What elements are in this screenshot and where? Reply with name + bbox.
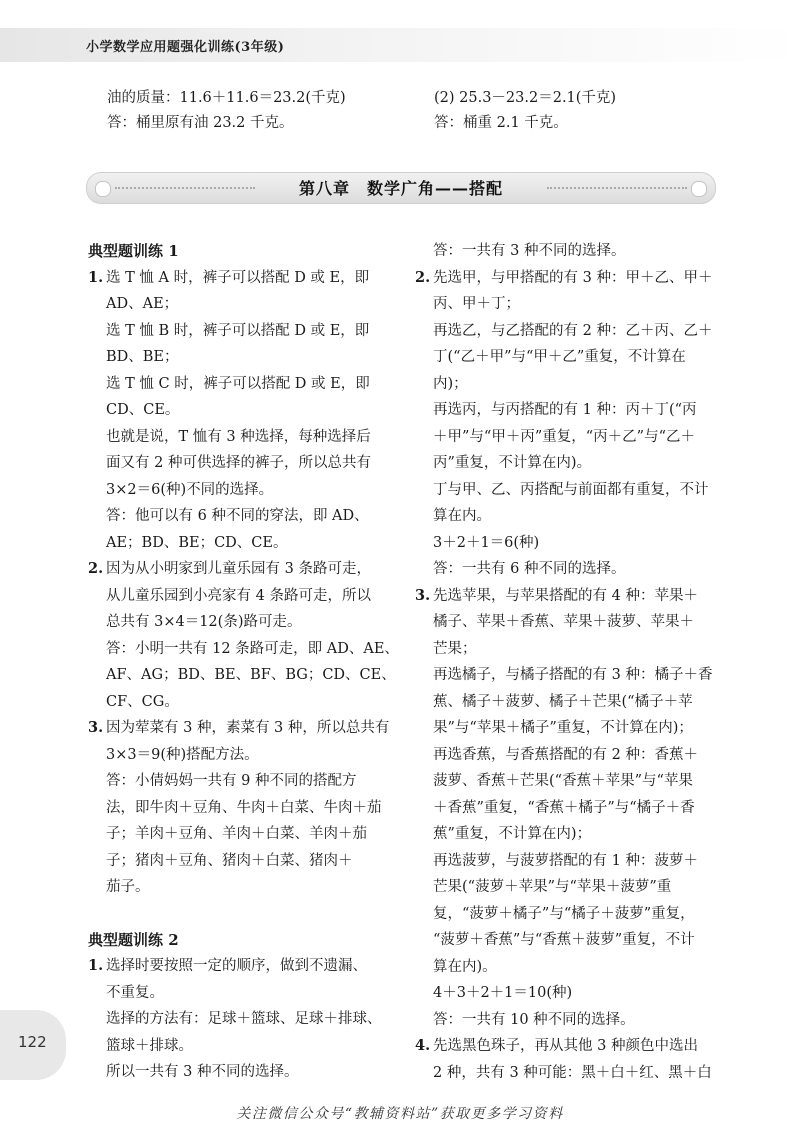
section-heading: 典型题训练 1 — [88, 242, 179, 260]
text-line: 内)； — [433, 375, 468, 392]
text-line: 选择的方法有：足球＋篮球、足球＋排球、 — [106, 1011, 382, 1027]
running-header-title: 小学数学应用题强化训练(3年级) — [86, 40, 285, 55]
text-line: 丙”重复，不计算在内)。 — [433, 455, 592, 471]
text-line: 再选橘子，与橘子搭配的有 3 种：橘子＋香 — [433, 667, 713, 683]
text-line: 蕉”重复，不计算在内)； — [433, 826, 592, 842]
text-line: 子；羊肉＋豆角、羊肉＋白菜、羊肉＋茄 — [106, 826, 367, 842]
section-gap — [88, 901, 394, 927]
answer-item — [88, 265, 394, 557]
text-line: 茄子。 — [106, 879, 150, 895]
text-line: AE；BD、BE；CD、CE。 — [106, 534, 288, 551]
page-number: 122 — [18, 1033, 47, 1051]
text-line: “菠萝＋香蕉”与“香蕉＋菠萝”重复，不计 — [433, 932, 695, 948]
text-line: AD、AE； — [106, 296, 179, 312]
continued-answer-right — [434, 86, 734, 136]
text-line: 选 T 恤 A 时，裤子可以搭配 D 或 E，即 — [106, 269, 370, 286]
text-line: 2 种，共有 3 种可能：黑＋白＋红、黑＋白 — [433, 1064, 712, 1081]
text-line: ＋香蕉”重复，“香蕉＋橘子”与“橘子＋香 — [433, 799, 695, 816]
text-line: 再选菠萝，与菠萝搭配的有 1 种：菠萝＋ — [433, 852, 698, 869]
text-line: 果”与“苹果＋橘子”重复，不计算在内)； — [433, 720, 693, 736]
text-line: 丁(“乙＋甲”与“甲＋乙”重复，不计算在 — [433, 349, 686, 365]
text-line: 因为荤菜有 3 种，素菜有 3 种，所以总共有 — [106, 720, 390, 736]
banner-right-dots — [547, 187, 687, 189]
text-line: 油的质量：11.6＋11.6＝23.2(千克) — [107, 90, 346, 106]
text-line: ＋甲”与“甲＋丙”重复，“丙＋乙”与“乙＋ — [433, 428, 695, 445]
text-line: 答：他可以有 6 种不同的穿法，即 AD、 — [106, 508, 369, 524]
item-number: 3. — [88, 719, 104, 736]
chapter-banner — [86, 172, 716, 204]
answer-item — [415, 583, 721, 1034]
item-number: 3. — [415, 586, 431, 604]
text-line: 答：小明一共有 12 条路可走，即 AD、AE、 — [106, 640, 399, 657]
text-line: CF、CG。 — [106, 693, 179, 710]
text-line: 橘子、苹果＋香蕉、苹果＋菠萝、苹果＋ — [433, 614, 694, 630]
text-line: 再选香蕉，与香蕉搭配的有 2 种：香蕉＋ — [433, 746, 698, 763]
text-line: 不重复。 — [106, 984, 164, 1001]
item-body — [106, 715, 394, 901]
text-line: 再选丙，与丙搭配的有 1 种：丙＋丁(“丙 — [433, 402, 697, 418]
text-line: 3＋2＋1＝6(种) — [433, 534, 540, 551]
item-number: 4. — [415, 1037, 431, 1054]
text-line: 子；猪肉＋豆角、猪肉＋白菜、猪肉＋ — [106, 852, 353, 869]
text-line: 面又有 2 种可供选择的裤子，所以总共有 — [106, 455, 371, 471]
answer-item — [88, 953, 394, 1086]
text-line: 选择时要按照一定的顺序，做到不遗漏、 — [106, 958, 367, 974]
section-heading: 典型题训练 2 — [88, 930, 179, 949]
text-line: 复，“菠萝＋橘子”与“橘子＋菠萝”重复， — [433, 905, 695, 922]
item-number: 2. — [415, 268, 431, 286]
text-line: 蕉、橘子＋菠萝、橘子＋芒果(“橘子＋苹 — [433, 693, 693, 710]
text-line: 算在内)。 — [433, 958, 497, 975]
left-column — [88, 238, 399, 1086]
text-line: 先选黑色珠子，再从其他 3 种颜色中选出 — [433, 1038, 698, 1054]
text-line: 选 T 恤 B 时，裤子可以搭配 D 或 E，即 — [106, 322, 370, 339]
text-line: CD、CE。 — [106, 402, 180, 418]
answer-item — [415, 1033, 721, 1086]
text-line: 答：一共有 6 种不同的选择。 — [433, 561, 626, 577]
text-line: 4＋3＋2＋1＝10(种) — [433, 985, 573, 1001]
text-line: 选 T 恤 C 时，裤子可以搭配 D 或 E，即 — [106, 375, 370, 392]
footer-note: 关注微信公众号“教辅资料站”获取更多学习资料 — [236, 1106, 564, 1122]
item-body — [106, 265, 394, 557]
item-body — [433, 265, 721, 583]
text-line: 答：桶重 2.1 千克。 — [434, 115, 568, 131]
item-number: 1. — [88, 957, 104, 974]
text-line: 答：桶里原有油 23.2 千克。 — [107, 115, 294, 131]
text-line: 芒果(“菠萝＋苹果”与“苹果＋菠萝”重 — [433, 879, 672, 895]
text-line: 菠萝、香蕉＋芒果(“香蕉＋苹果”与“苹果 — [433, 773, 693, 789]
text-line: 所以一共有 3 种不同的选择。 — [106, 1064, 299, 1080]
answer-item — [88, 715, 394, 901]
item-number: 2. — [88, 560, 104, 577]
chapter-title: 第八章 数学广角——搭配 — [298, 179, 503, 198]
item-body — [433, 583, 721, 1034]
text-line: 丙、甲＋丁； — [433, 296, 520, 312]
text-line: AF、AG；BD、BE、BF、BG；CD、CE、 — [106, 667, 396, 683]
text-line: 先选苹果，与苹果搭配的有 4 种：苹果＋ — [433, 587, 698, 604]
item-body — [106, 556, 399, 715]
item-body — [433, 1033, 721, 1086]
right-column — [415, 238, 721, 1086]
text-line: 答：小倩妈妈一共有 9 种不同的搭配方 — [106, 773, 357, 789]
banner-right-knob — [691, 181, 707, 197]
item-body — [106, 953, 394, 1086]
text-line: 法，即牛肉＋豆角、牛肉＋白菜、牛肉＋茄 — [106, 799, 382, 816]
item-number: 1. — [88, 268, 104, 286]
text-line: 算在内。 — [433, 508, 491, 524]
text-line: 答：一共有 3 种不同的选择。 — [433, 243, 626, 259]
continued-answer-left — [107, 86, 407, 136]
text-line: 再选乙，与乙搭配的有 2 种：乙＋丙、乙＋ — [433, 322, 713, 339]
text-line: 3×2＝6(种)不同的选择。 — [106, 481, 274, 498]
text-line: 从儿童乐园到小亮家有 4 条路可走，所以 — [106, 587, 371, 604]
text-line: BD、BE； — [106, 349, 179, 365]
answer-item — [88, 556, 399, 715]
text-line: 3×3＝9(种)搭配方法。 — [106, 746, 259, 763]
text-line: 总共有 3×4＝12(条)路可走。 — [106, 614, 302, 630]
text-line: 也就是说，T 恤有 3 种选择，每种选择后 — [106, 428, 371, 445]
answer-item — [415, 265, 721, 583]
text-line: 芒果； — [433, 640, 477, 657]
text-line: 篮球＋排球。 — [106, 1037, 193, 1054]
text-line: (2) 25.3－23.2＝2.1(千克) — [434, 90, 617, 106]
text-line: 先选甲，与甲搭配的有 3 种：甲＋乙、甲＋ — [433, 269, 713, 286]
text-line: 丁与甲、乙、丙搭配与前面都有重复，不计 — [433, 481, 709, 498]
text-line: 答：一共有 10 种不同的选择。 — [433, 1011, 635, 1028]
text-line: 因为从小明家到儿童乐园有 3 条路可走， — [106, 561, 371, 577]
